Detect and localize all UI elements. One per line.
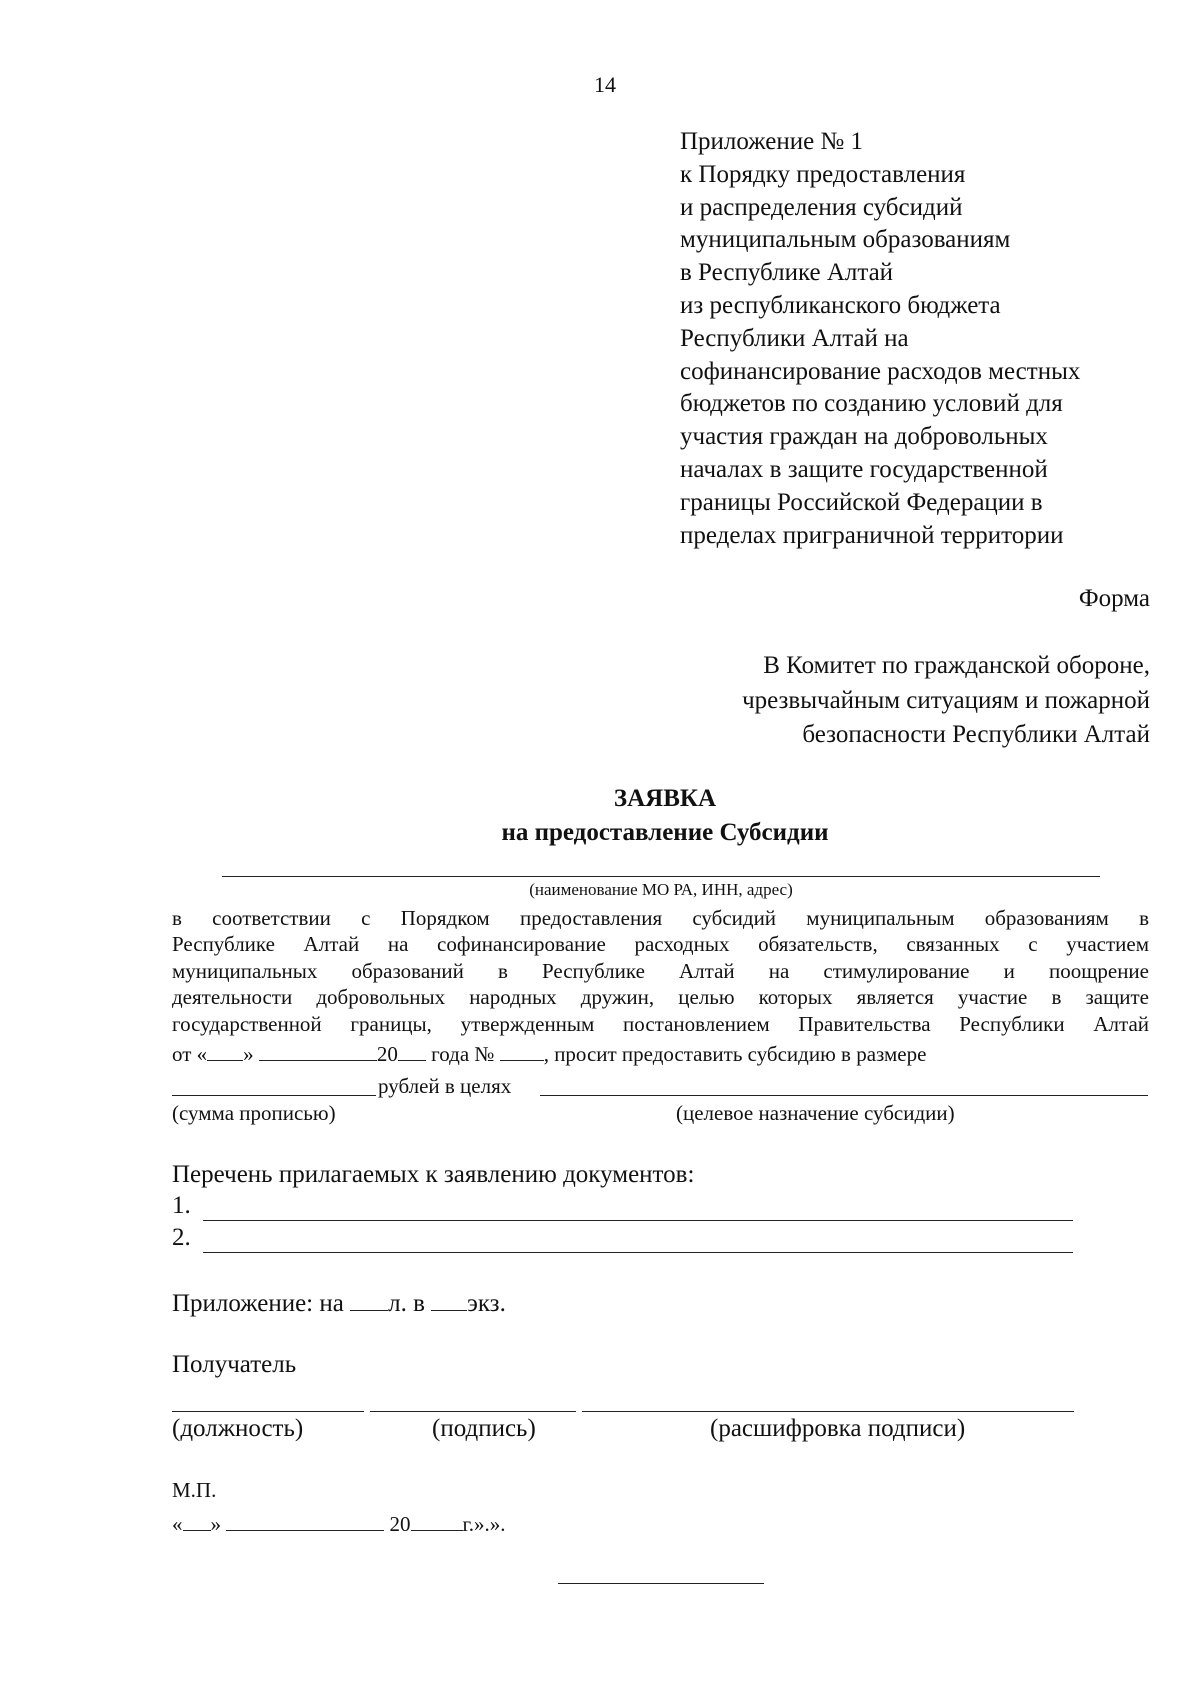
attachment-line [172, 1288, 506, 1318]
from-text: от « [172, 1042, 208, 1066]
request-text: , просит предоставить субсидию в размере [543, 1042, 927, 1066]
appendix-line: Приложение № 1 [680, 128, 864, 155]
applicant-caption: (наименование МО РА, ИНН, адрес) [529, 880, 793, 899]
addressee-line: чрезвычайным ситуациям и пожарной [742, 686, 1150, 714]
final-date-line [172, 1510, 506, 1537]
document-item-2-line [203, 1252, 1073, 1253]
form-label: Форма [1078, 585, 1150, 612]
appendix-line: в Республике Алтай [680, 259, 894, 287]
sheets-text: л. в [388, 1290, 425, 1317]
month-blank [259, 1040, 377, 1061]
decoding-caption: (расшифровка подписи) [710, 1415, 966, 1442]
title-line-2: на предоставление Субсидии [501, 819, 829, 846]
signature-line [370, 1411, 576, 1412]
appendix-line: Республики Алтай на [680, 324, 909, 352]
appendix-line: из республиканского бюджета [680, 291, 1001, 319]
addressee-line: В Комитет по гражданской обороне, [763, 652, 1150, 679]
date-number-line [172, 1040, 926, 1067]
appendix-line: границы Российской Федерации в [680, 488, 1043, 516]
year-prefix: 20 [376, 1042, 398, 1066]
final-day-blank [183, 1510, 211, 1531]
date-close-quote: » [210, 1512, 221, 1536]
appendix-block [680, 126, 1080, 552]
seal-mark: М.П. [172, 1478, 217, 1502]
year-blank [398, 1040, 426, 1061]
copies-blank [431, 1288, 467, 1311]
addressee-block [742, 649, 1150, 753]
number-blank [500, 1040, 544, 1061]
sum-caption: (сумма прописью) [172, 1101, 336, 1125]
appendix-line: пределах приграничной территории [680, 521, 1064, 549]
addressee-line: безопасности Республики Алтай [802, 721, 1150, 748]
signature-caption: (подпись) [432, 1415, 536, 1442]
applicant-name-line [222, 876, 1100, 877]
document-item-1-number: 1. [172, 1192, 191, 1219]
final-year-blank [411, 1510, 463, 1531]
recipient-label: Получатель [172, 1351, 297, 1378]
signature-decoding-line [582, 1411, 1074, 1412]
page-number: 14 [594, 72, 616, 97]
documents-heading: Перечень прилагаемых к заявлению документов: [172, 1161, 695, 1188]
body-line: муниципальных образований в Республике Алтай на стимулирование и поощрение [172, 958, 1149, 983]
appendix-line: муниципальным образованиям [680, 226, 1011, 254]
sheets-blank [350, 1288, 388, 1311]
final-year-prefix: 20 [389, 1512, 411, 1536]
year-number-text: года № [431, 1042, 495, 1066]
day-blank [207, 1040, 243, 1061]
quote-close: » [243, 1042, 254, 1066]
copies-text: экз. [467, 1290, 506, 1317]
appendix-line: участия граждан на добровольных [680, 423, 1048, 451]
document-title [0, 782, 1200, 850]
body-line: деятельности добровольных народных дружин, целью которых является участие в защите [172, 985, 1149, 1010]
final-suffix: г.».». [462, 1512, 506, 1536]
body-paragraph [172, 905, 1149, 1037]
document-item-1-line [203, 1220, 1073, 1221]
position-caption: (должность) [172, 1415, 304, 1442]
sum-blank [172, 1095, 376, 1096]
rubles-text: рублей в целях [378, 1074, 512, 1098]
appendix-line: софинансирование расходов местных [680, 357, 1081, 385]
title-line-1: ЗАЯВКА [613, 785, 717, 812]
date-open-quote: « [172, 1512, 183, 1536]
purpose-blank [540, 1095, 1148, 1096]
body-line: в соответствии с Порядком предоставления субсидий муниципальным образованиям в [172, 906, 1149, 930]
closing-separator [558, 1583, 764, 1584]
document-item-2-number: 2. [172, 1224, 191, 1251]
appendix-line: бюджетов по созданию условий для [680, 390, 1063, 418]
purpose-caption: (целевое назначение субсидии) [676, 1101, 955, 1125]
appendix-line: началах в защите государственной [680, 455, 1048, 483]
final-month-blank [226, 1510, 384, 1531]
appendix-line: к Порядку предоставления [680, 160, 966, 188]
attachment-prefix: Приложение: на [172, 1290, 344, 1317]
position-line [172, 1411, 364, 1412]
appendix-line: и распределения субсидий [680, 193, 963, 221]
body-line: государственной границы, утвержденным постановлением Правительства Республики Алтай [172, 1011, 1149, 1036]
body-line: Республике Алтай на софинансирование расходных обязательств, связанных с участием [172, 932, 1149, 957]
